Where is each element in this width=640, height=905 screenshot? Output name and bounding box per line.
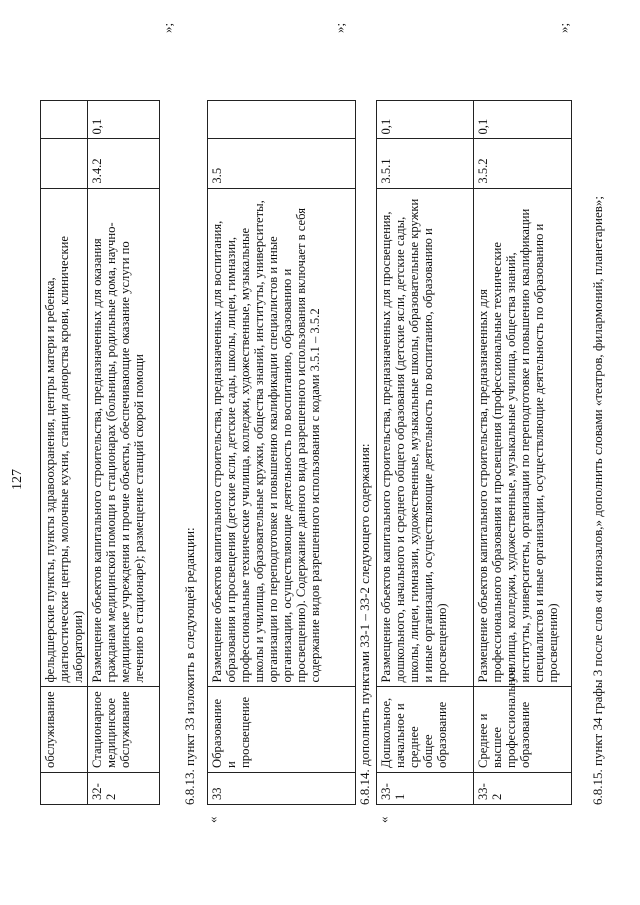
use-description: Размещение объектов капитального строительства, предназначенных для просвещения, дошкольного, начального и среднего общего образования (детские ясли, детские сады, школы, лицеи, гимназии, художественные, музыкальные школы, образовательные кружки и иные организации, осуществляющие деятельность по воспитанию, образованию и просвещению) bbox=[377, 188, 474, 687]
row-number: 33-2 bbox=[474, 772, 572, 804]
use-name: Образование и просвещение bbox=[208, 687, 356, 772]
closing-quote: »; bbox=[160, 22, 175, 33]
land-use-table-3 bbox=[376, 100, 572, 805]
table-row bbox=[88, 101, 160, 805]
row-number: 32-2 bbox=[88, 772, 160, 804]
opening-quote: « bbox=[205, 816, 220, 823]
use-name: Дошкольное, начальное и среднее общее образование bbox=[377, 687, 474, 772]
land-use-table-1 bbox=[40, 100, 160, 805]
use-description: фельдшерские пункты, пункты здравоохранения, центры матери и ребенка, диагностические центры, молочные кухни, станции донорства крови, клинические лаборатории) bbox=[41, 188, 88, 687]
use-name: Среднее и высшее профессиональное образование bbox=[474, 687, 572, 772]
use-description: Размещение объектов капитального строительства, предназначенных для оказания гражданам медицинской помощи в стационарах (больницы, родильные дома, научно-медицинские учреждения и прочие объекты, обеспечивающие оказание услуги по лечению в стационаре); размещение станций скорой помощи bbox=[88, 188, 160, 687]
use-description: Размещение объектов капитального строительства, предназначенных для профессионального образования и просвещения (профессиональные технические училища, колледжи, художественные, музыкальные училища, общества знаний, институты, университеты, организации по переподготовке и повышению квалификации специалистов и иные организации, осуществляющие деятельность по образованию и просвещению) bbox=[474, 188, 572, 687]
use-value: 0,1 bbox=[88, 101, 160, 139]
use-code: 3.5.1 bbox=[377, 139, 474, 188]
row-number: 33 bbox=[208, 772, 356, 804]
opening-quote: « bbox=[376, 816, 391, 823]
use-name: Стационарное медицинское обслуживание bbox=[88, 687, 160, 772]
use-value bbox=[41, 101, 88, 139]
use-code: 3.5 bbox=[208, 139, 356, 188]
closing-quote: »; bbox=[556, 22, 571, 33]
row-number: 33-1 bbox=[377, 772, 474, 804]
use-value: 0,1 bbox=[474, 101, 572, 139]
paragraph-6-8-15: 6.8.15. пункт 34 графы 3 после слов «и кинозалов,» дополнить словами «театров, филармоний, планетариев»; bbox=[590, 196, 605, 805]
use-code bbox=[41, 139, 88, 188]
use-name: обслуживание bbox=[41, 687, 88, 772]
land-use-table-2 bbox=[207, 100, 356, 805]
closing-quote: »; bbox=[332, 22, 347, 33]
use-value bbox=[208, 101, 356, 139]
use-description: Размещение объектов капитального строительства, предназначенных для воспитания, образования и просвещения (детские ясли, детские сады, школы, лицеи, гимназии, профессиональные технические училища, колледжи, художественные, музыкальные школы и училища, образовательные кружки, общества знаний, институты, университеты, организации по переподготовке и повышению квалификации специалистов и иные организации, осуществляющие деятельность по воспитанию, образованию и просвещению). Содержание данного вида разрешенного использования включает в себя содержание видов разрешенного использования с кодами 3.5.1 – 3.5.2 bbox=[208, 188, 356, 687]
use-code: 3.4.2 bbox=[88, 139, 160, 188]
table-row bbox=[41, 101, 88, 805]
table-row bbox=[474, 101, 572, 805]
use-code: 3.5.2 bbox=[474, 139, 572, 188]
page-number: 127 bbox=[10, 469, 25, 490]
paragraph-6-8-14: 6.8.14. дополнить пунктами 33-1 – 33-2 следующего содержания: bbox=[357, 443, 372, 805]
use-value: 0,1 bbox=[377, 101, 474, 139]
table-row bbox=[208, 101, 356, 805]
row-number bbox=[41, 772, 88, 804]
table-row bbox=[377, 101, 474, 805]
paragraph-6-8-13: 6.8.13. пункт 33 изложить в следующей редакции: bbox=[182, 527, 197, 805]
